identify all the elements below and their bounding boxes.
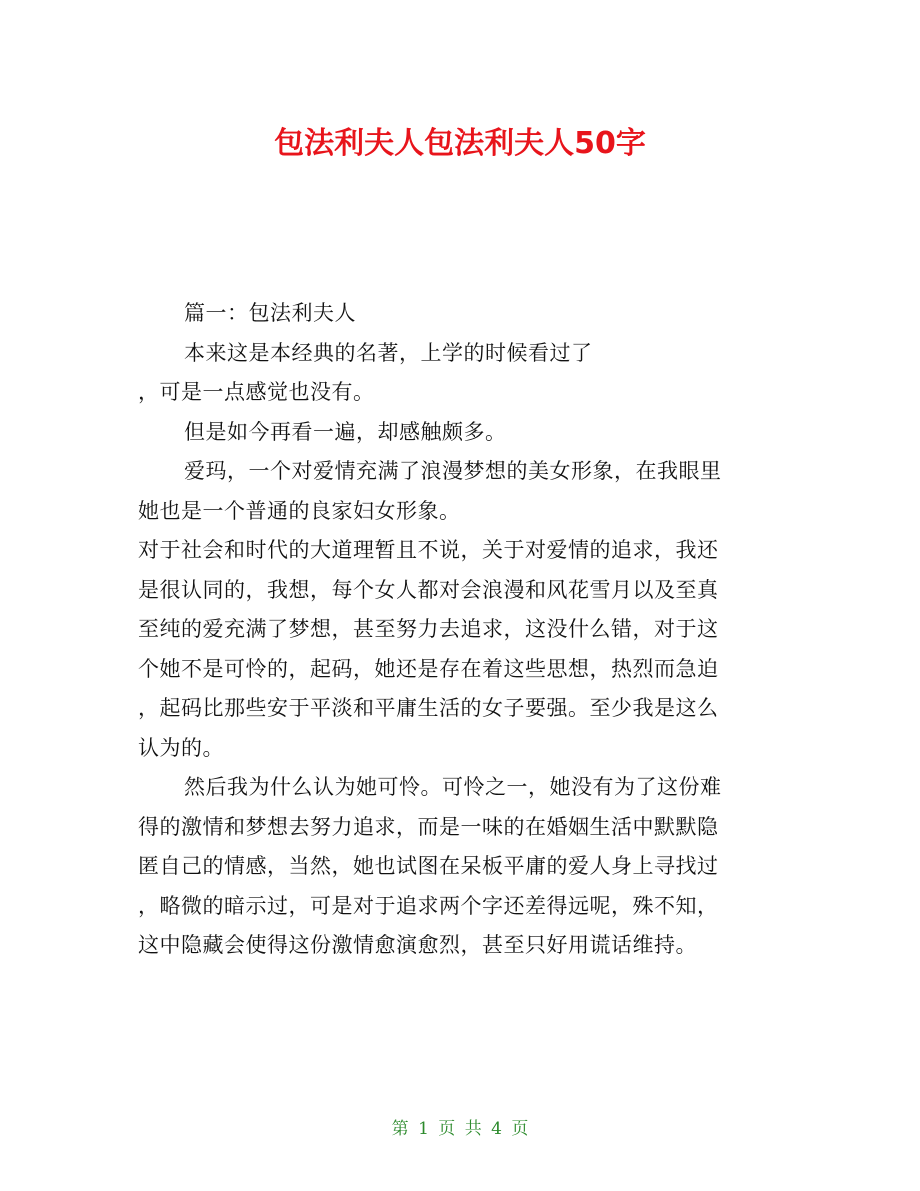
page-number-footer: 第 1 页 共 4 页 (391, 1119, 529, 1139)
paragraph-line: ，可是一点感觉也没有。 (138, 380, 375, 404)
paragraph-line: ，略微的暗示过，可是对于追求两个字还差得远呢，殊不知， (138, 893, 719, 918)
paragraph-line: 是很认同的，我想，每个女人都对会浪漫和风花雪月以及至真 (138, 577, 719, 602)
paragraph-line: 爱玛，一个对爱情充满了浪漫梦想的美女形象，在我眼里 (184, 459, 722, 483)
paragraph-line: 至纯的爱充满了梦想，甚至努力去追求，这没什么错，对于这 (138, 617, 719, 641)
section-heading: 篇一：包法利夫人 (184, 301, 356, 325)
paragraph-line: 她也是一个普通的良家妇女形象。 (138, 498, 461, 523)
document-body (138, 294, 788, 966)
page-title: 包法利夫人包法利夫人50字 (274, 126, 646, 161)
paragraph-line: 然后我为什么认为她可怜。可怜之一，她没有为了这份难 (184, 775, 722, 799)
paragraph-line: ，起码比那些安于平淡和平庸生活的女子要强。至少我是这么 (138, 696, 719, 720)
paragraph-line: 但是如今再看一遍，却感触颇多。 (184, 419, 507, 444)
paragraph-line: 认为的。 (138, 735, 224, 760)
paragraph-line: 个她不是可怜的，起码，她还是存在着这些思想，热烈而急迫 (138, 656, 719, 681)
paragraph-line: 对于社会和时代的大道理暂且不说，关于对爱情的追求，我还 (138, 538, 719, 562)
paragraph-line: 本来这是本经典的名著，上学的时候看过了 (184, 340, 593, 365)
paragraph-line: 这中隐藏会使得这份激情愈演愈烈，甚至只好用谎话维持。 (138, 933, 697, 957)
paragraph-line: 得的激情和梦想去努力追求，而是一味的在婚姻生活中默默隐 (138, 814, 719, 839)
paragraph-line: 匿自己的情感，当然，她也试图在呆板平庸的爱人身上寻找过 (138, 854, 719, 878)
